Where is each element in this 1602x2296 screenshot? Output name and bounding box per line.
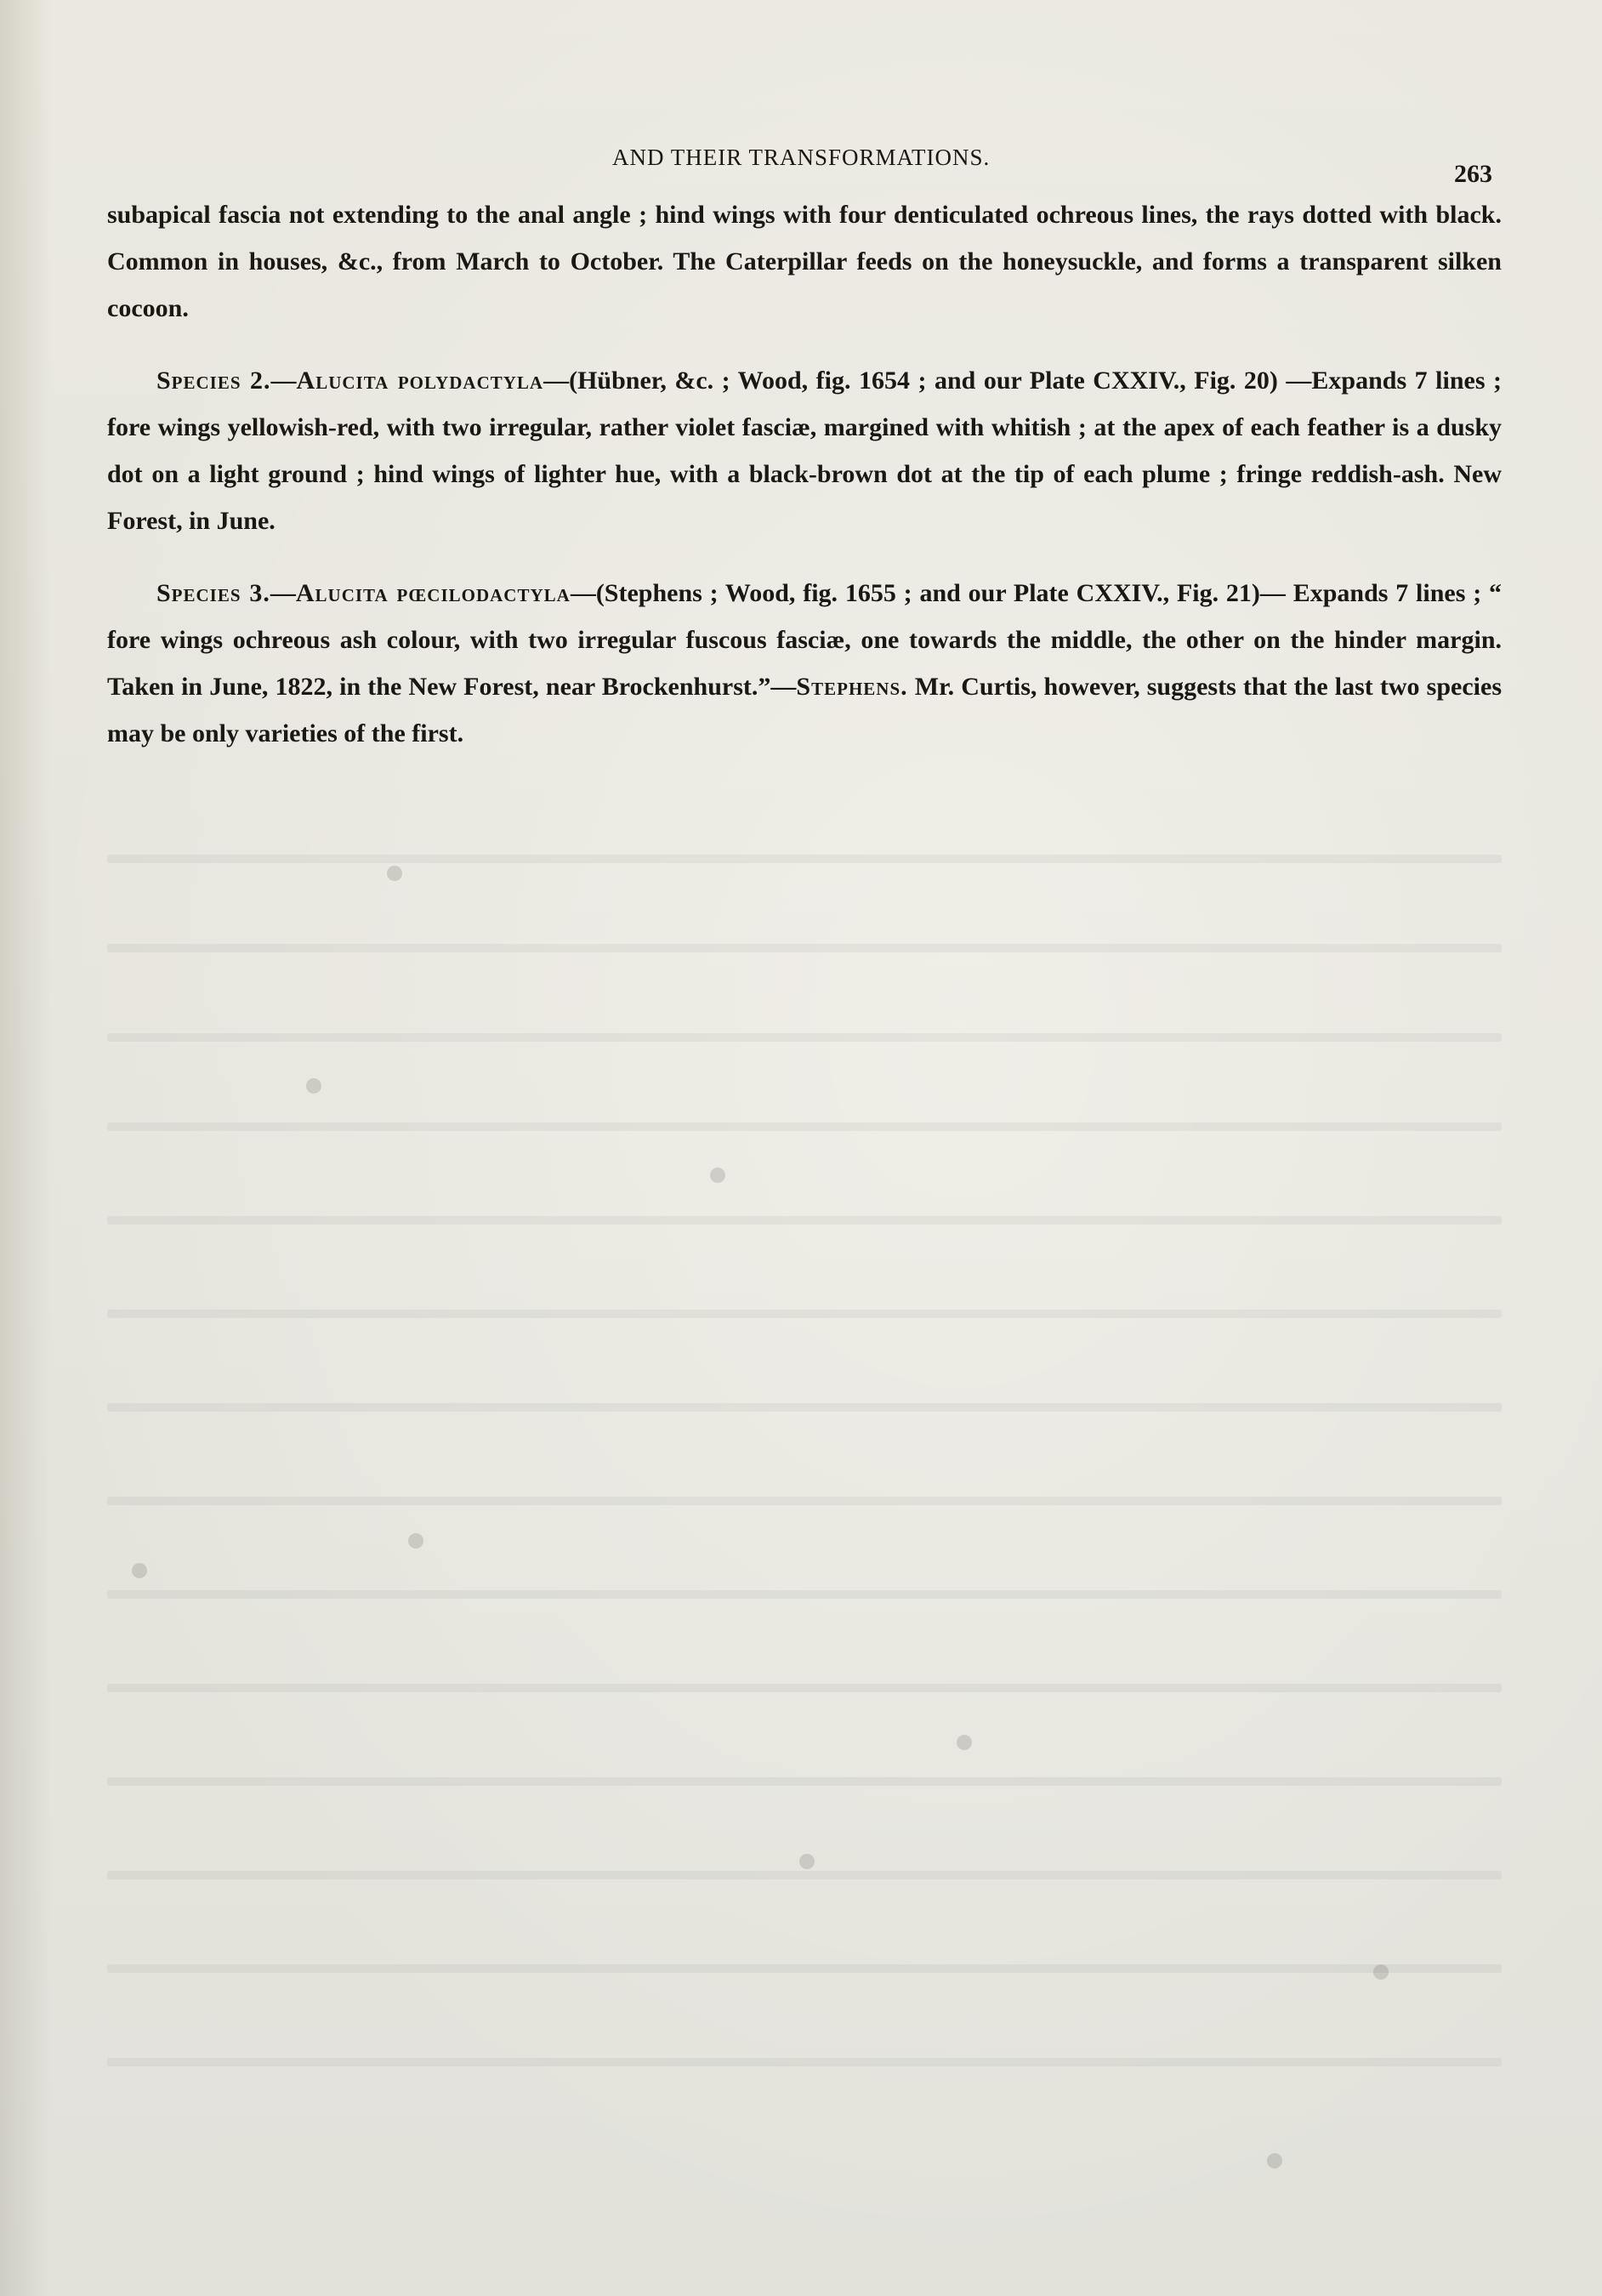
bleed-through-line bbox=[107, 1216, 1502, 1225]
bleed-through-line bbox=[107, 855, 1502, 863]
running-head: AND THEIR TRANSFORMATIONS. bbox=[612, 145, 991, 170]
paper-speck bbox=[408, 1533, 423, 1549]
paper-speck bbox=[387, 866, 402, 881]
species-3-text: —(Stephens ; Wood, fig. 1655 ; and our Plate CXXIV., Fig. 21)— Expands 7 lines ; “ fore wings ochreous ash colour, with two irregular fuscous fasciæ, one towards the middle, the other on the hinder margin. Taken in June, 1822, in the New Forest, near Brockenhurst.”— bbox=[107, 579, 1503, 701]
paper-speck bbox=[132, 1563, 147, 1578]
bleed-through-line bbox=[107, 1964, 1502, 1973]
bleed-through-line bbox=[107, 1403, 1502, 1412]
bleed-through-line bbox=[107, 1122, 1502, 1131]
species-3-dash: — bbox=[270, 579, 296, 607]
bleed-through-line bbox=[107, 1590, 1502, 1599]
species-3-label: Species 3. bbox=[156, 579, 270, 607]
main-text bbox=[107, 191, 1502, 782]
species-2-paragraph bbox=[107, 357, 1502, 544]
species-3-name: Alucita pœcilodactyla bbox=[295, 579, 571, 607]
bleed-through-line bbox=[107, 944, 1502, 952]
species-3-text-end: Mr. Curtis, however, suggests that the last two species may be only varieties of the first. bbox=[107, 673, 1502, 747]
bleed-through-line bbox=[107, 1310, 1502, 1318]
bleed-through-line bbox=[107, 1777, 1502, 1786]
species-2-name: Alucita polydactyla bbox=[296, 367, 544, 395]
species-2-dash: — bbox=[270, 367, 297, 395]
spine-shadow bbox=[0, 0, 51, 2296]
species-2-text: —(Hübner, &c. ; Wood, fig. 1654 ; and our Plate CXXIV., Fig. 20) —Expands 7 lines ; fore wings yellowish-red, with two irregular, rather violet fasciæ, margined with whitish ; at the apex of each feather is a dusky dot on a light ground ; hind wings of lighter hue, with a black-brown dot at the tip of each plume ; fringe reddish-ash. New Forest, in June. bbox=[107, 367, 1502, 535]
paper-speck bbox=[306, 1078, 321, 1094]
species-2-label: Species 2. bbox=[156, 367, 271, 395]
paper-speck bbox=[957, 1735, 972, 1750]
paper-speck bbox=[1267, 2153, 1282, 2168]
bleed-through-line bbox=[107, 2058, 1502, 2066]
bleed-through-line bbox=[107, 1497, 1502, 1505]
paper-speck bbox=[799, 1854, 815, 1869]
species-3-paragraph bbox=[107, 570, 1502, 757]
continuation-paragraph: subapical fascia not extending to the anal angle ; hind wings with four denticulated ochreous lines, the rays dotted with black. Common in houses, &c., from March to October. The Caterpillar feeds on the honeysuckle, and forms a transparent silken cocoon. bbox=[107, 201, 1502, 322]
page-number: 263 bbox=[1454, 160, 1492, 188]
paper-speck bbox=[710, 1168, 725, 1183]
species-3-citation: Stephens. bbox=[796, 673, 908, 701]
paper-speck bbox=[1373, 1964, 1389, 1980]
bleed-through-line bbox=[107, 1033, 1502, 1042]
bleed-through-line bbox=[107, 1871, 1502, 1879]
bleed-through-line bbox=[107, 1684, 1502, 1692]
